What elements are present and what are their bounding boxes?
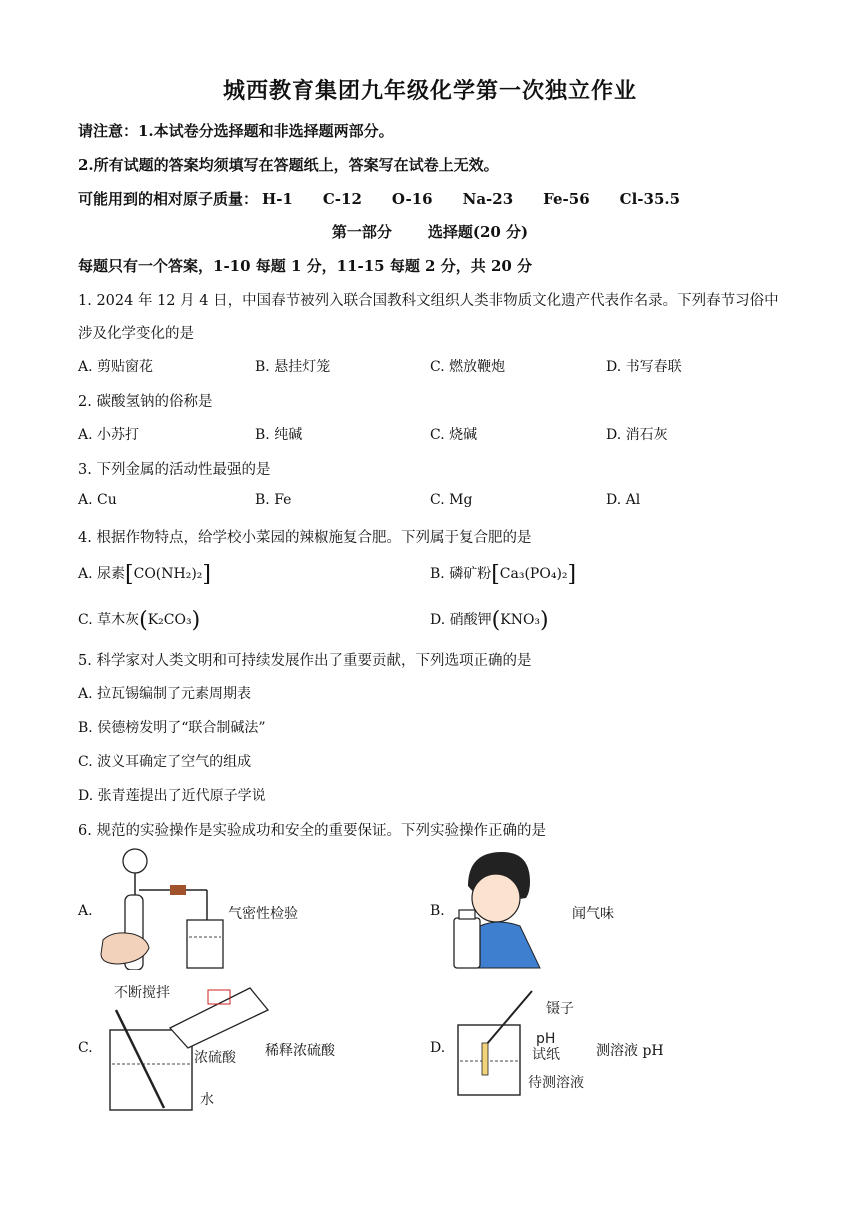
q6-option-b-caption: 闻气味 [572,906,614,922]
q4-option-a: A. 尿素[CO(NH₂)₂] [78,562,211,587]
q4-option-c: C. 草木灰(K₂CO₃) [78,608,201,633]
test-paper-label: 试纸 [532,1047,560,1063]
q6-option-c-letter: C. [78,1040,93,1056]
q3-stem: 3. 下列金属的活动性最强的是 [78,462,271,478]
q3-option-b: B. Fe [255,492,292,508]
q2-option-d: D. 消石灰 [606,427,668,443]
q3-option-a: A. Cu [78,492,117,508]
section-name: 选择题(20 分) [427,223,529,241]
water-label: 水 [200,1092,214,1108]
q1-option-b: B. 悬挂灯笼 [255,359,331,375]
q1-stem-line2: 涉及化学变化的是 [78,326,194,342]
q4-option-a-formula: CO(NH₂)₂ [133,566,203,582]
section-heading [0,221,860,242]
q6-option-a-letter: A. [78,903,93,919]
airtightness-check-figure [95,845,225,970]
note-2: 2.所有试题的答案均须填写在答题纸上，答案写在试卷上无效。 [78,156,499,174]
q4-option-a-text: A. 尿素 [78,566,126,582]
solution-label: 待测溶液 [528,1075,584,1091]
q4-option-b-text: B. 磷矿粉 [430,566,492,582]
q5-option-b: B. 侯德榜发明了“联合制碱法” [78,720,266,736]
q3-option-c: C. Mg [430,492,473,508]
section-part: 第一部分 [331,223,392,241]
q2-option-a: A. 小苏打 [78,427,140,443]
q4-option-c-text: C. 草木灰 [78,612,140,628]
atomic-mass-line [78,188,710,209]
q4-option-d-formula: KNO₃ [500,612,541,628]
conc-acid-label: 浓硫酸 [194,1050,236,1066]
q4-option-b-formula: Ca₃(PO₄)₂ [499,566,568,582]
q1-option-c: C. 燃放鞭炮 [430,359,506,375]
page-title: 城西教育集团九年级化学第一次独立作业 [222,78,637,104]
section-instruction: 每题只有一个答案，1-10 每题 1 分，11-15 每题 2 分，共 20 分 [78,257,533,275]
ph-test-figure [452,985,592,1100]
q4-stem: 4. 根据作物特点，给学校小菜园的辣椒施复合肥。下列属于复合肥的是 [78,530,532,546]
q6-option-c-caption: 稀释浓硫酸 [265,1043,335,1059]
q3-option-d: D. Al [606,492,641,508]
q1-stem-line1: 1. 2024 年 12 月 4 日，中国春节被列入联合国教科文组织人类非物质文化遗产代表作名录。下列春节习俗中 [78,293,779,309]
q5-option-a: A. 拉瓦锡编制了元素周期表 [78,686,252,702]
q4-option-b: B. 磷矿粉[Ca₃(PO₄)₂] [430,562,577,587]
atom-na: Na-23 [462,190,514,208]
q4-option-c-formula: K₂CO₃ [147,612,192,628]
q4-option-d-text: D. 硝酸钾 [430,612,492,628]
atom-fe: Fe-56 [543,190,590,208]
smelling-figure [450,848,545,973]
stir-label: 不断搅拌 [114,985,170,1001]
ph-label: pH [536,1031,556,1047]
atom-o: O-16 [391,190,433,208]
q6-stem: 6. 规范的实验操作是实验成功和安全的重要保证。下列实验操作正确的是 [78,823,546,839]
atom-c: C-12 [322,190,362,208]
atom-h: H-1 [262,190,293,208]
note-1: 请注意：1.本试卷分选择题和非选择题两部分。 [78,122,394,140]
q4-option-d: D. 硝酸钾(KNO₃) [430,608,549,633]
q6-option-d-letter: D. [430,1040,446,1056]
q6-option-a-caption: 气密性检验 [228,906,298,922]
q2-option-b: B. 纯碱 [255,427,303,443]
q5-stem: 5. 科学家对人类文明和可持续发展作出了重要贡献，下列选项正确的是 [78,653,532,669]
q2-stem: 2. 碳酸氢钠的俗称是 [78,394,213,410]
tweezers-label: 镊子 [546,1001,574,1017]
q6-option-d-caption: 测溶液 pH [596,1043,664,1059]
atom-cl: Cl-35.5 [619,190,681,208]
q5-option-d: D. 张青莲提出了近代原子学说 [78,788,266,804]
q1-option-a: A. 剪贴窗花 [78,359,154,375]
q5-option-c: C. 波义耳确定了空气的组成 [78,754,252,770]
q2-option-c: C. 烧碱 [430,427,478,443]
q6-option-b-letter: B. [430,903,445,919]
atomic-mass-label: 可能用到的相对原子质量： [78,190,259,208]
q1-option-d: D. 书写春联 [606,359,682,375]
dilute-acid-figure [100,980,270,1115]
